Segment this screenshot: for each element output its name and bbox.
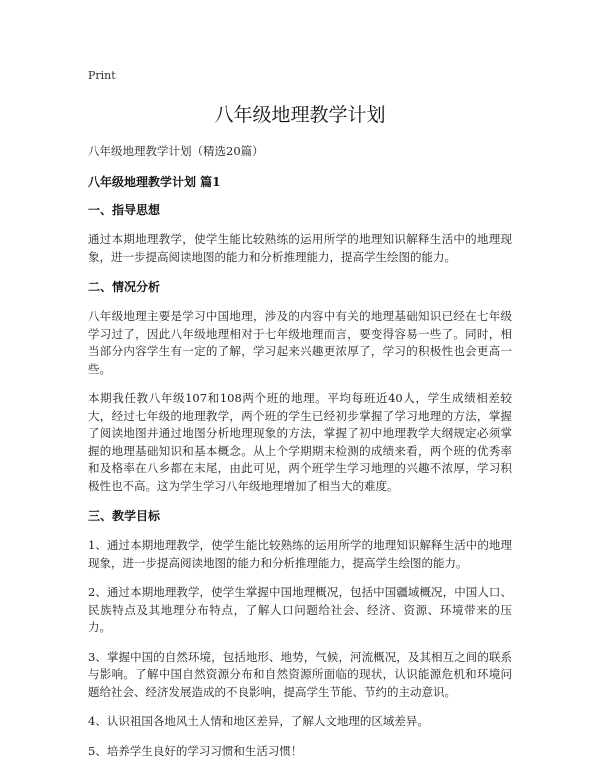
print-label[interactable]: Print (88, 69, 116, 82)
goal-item-1: 1、通过本期地理教学，使学生能比较熟练的运用所学的地理知识解释生活中的地理现象，进一步提高阅读地图的能力和分析推理能力，提高学生绘图的能力。 (88, 538, 512, 570)
document-page (88, 68, 512, 772)
heading-goals: 三、教学目标 (88, 509, 161, 523)
paragraph-guiding: 通过本期地理教学，使学生能比较熟练的运用所学的地理知识解释生活中的地理现象，进一步提高阅读地图的能力和分析推理能力，提高学生绘图的能力。 (88, 232, 512, 264)
goal-item-2: 2、通过本期地理教学，使学生掌握中国地理概况，包括中国疆域概况，中国人口、民族特点及其地理分布特点，了解人口问题给社会、经济、资源、环境带来的压力。 (88, 585, 512, 634)
heading-analysis: 二、情况分析 (88, 280, 161, 294)
document-title: 八年级地理教学计划 (214, 104, 386, 126)
goal-item-5: 5、培养学生良好的学习习惯和生活习惯！ (88, 743, 303, 758)
goal-item-3: 3、掌握中国的自然环境，包括地形、地势，气候，河流概况，及其相互之间的联系与影响。了解中国自然资源分布和自然资源所面临的现状，认识能源危机和环境问题给社会、经济发展造成的不良影响，提高学生节能、节约的主动意识。 (88, 649, 512, 699)
paragraph-analysis-1: 八年级地理主要是学习中国地理，涉及的内容中有关的地理基础知识已经在七年级学习过了，因此八年级地理相对于七年级地理而言，要变得容易一些了。同时，相当部分内容学生有一定的了解，学习起来兴趣更浓厚了，学习的积极性也会更高一些。 (88, 309, 512, 376)
paragraph-analysis-2: 本期我任教八年级107和108两个班的地理。平均每班近40人，学生成绩相差较大，经过七年级的地理教学，两个班的学生已经初步掌握了学习地理的方法，掌握了阅读地图并通过地图分析地理现象的方法，掌握了初中地理教学大纲规定必须掌握的地理基础知识和基本概念。从上个学期期末检测的成绩来看，两个班的优秀率和及格率在八乡都在末尾，由此可见，两个班学生学习地理的兴趣不浓厚，学习积极性也不高。这为学生学习八年级地理增加了相当大的难度。 (88, 391, 512, 493)
section-title: 八年级地理教学计划 篇1 (88, 175, 221, 189)
document-subtitle: 八年级地理教学计划（精选20篇） (88, 144, 264, 158)
heading-guiding: 一、指导思想 (88, 203, 161, 217)
goal-item-4: 4、认识祖国各地风土人情和地区差异，了解人文地理的区域差异。 (88, 714, 429, 728)
